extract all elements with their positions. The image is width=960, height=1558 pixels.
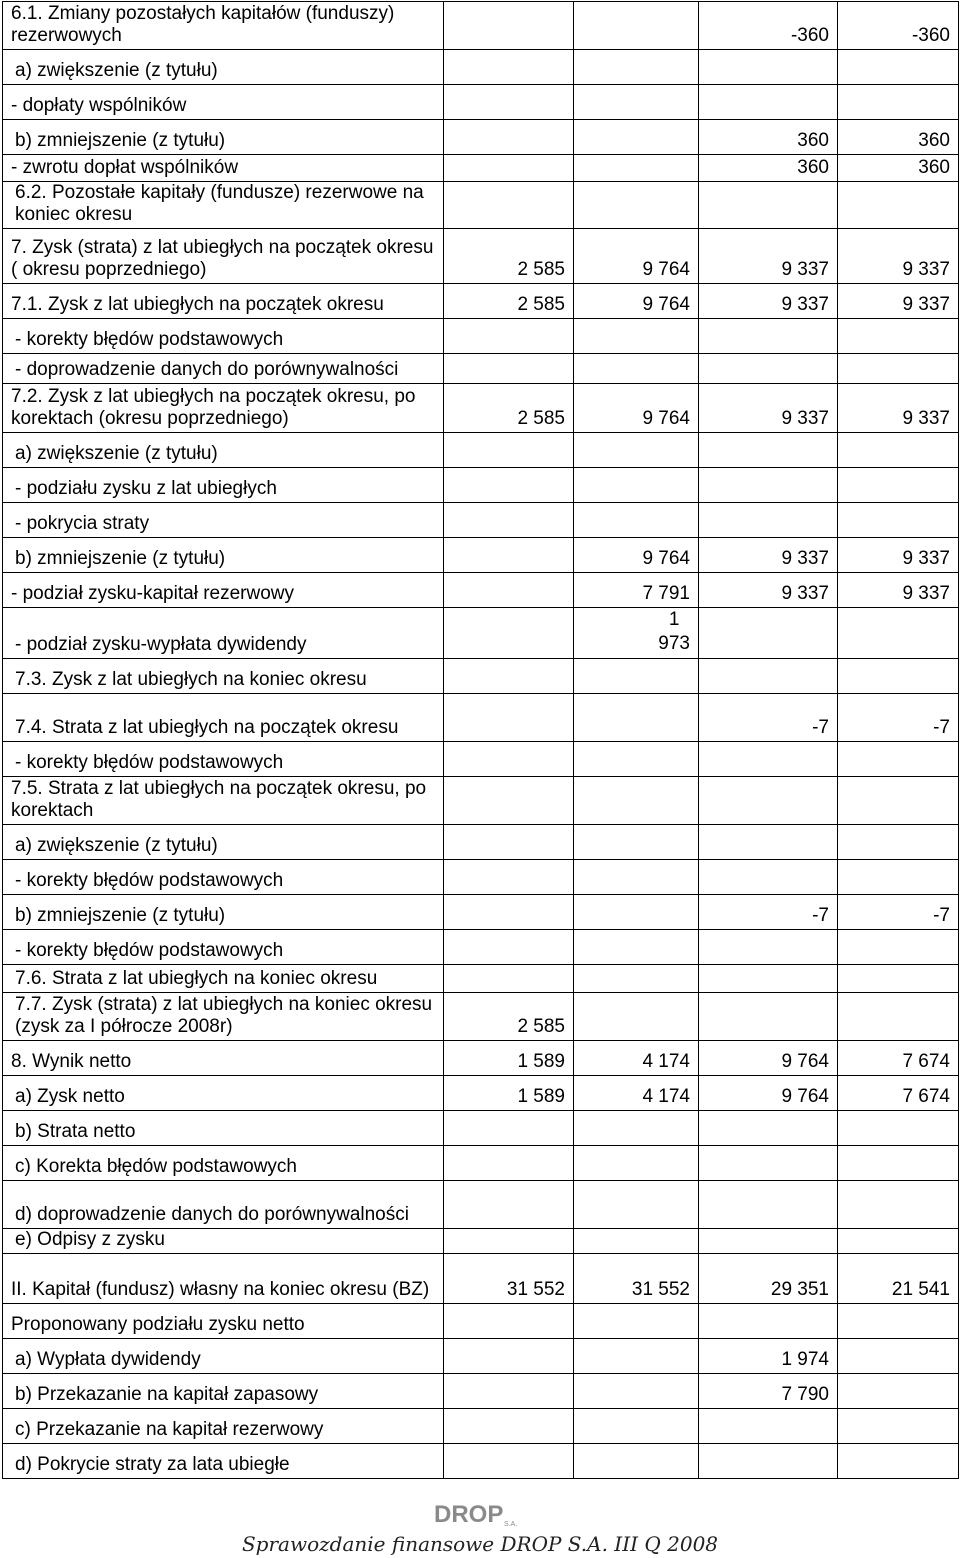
value-cell-col2 xyxy=(574,930,699,965)
drop-logo-icon xyxy=(432,1500,528,1528)
row-label: - podział zysku-kapitał rezerwowy xyxy=(3,573,444,608)
table-row xyxy=(3,1374,959,1409)
value-cell-col4: 7 674 xyxy=(838,1076,959,1111)
value-cell-col1 xyxy=(444,860,574,895)
table-row xyxy=(3,155,959,182)
value-cell-col2 xyxy=(574,120,699,155)
table-row xyxy=(3,1146,959,1181)
value-cell-col1 xyxy=(444,319,574,354)
row-label: a) zwiększenie (z tytułu) xyxy=(3,825,444,860)
value-cell-col4 xyxy=(838,1146,959,1181)
row-label: - korekty błędów podstawowych xyxy=(3,742,444,777)
table-row xyxy=(3,384,959,433)
value-cell-col2 xyxy=(574,965,699,993)
value-cell-col2 xyxy=(574,85,699,120)
value-cell-col2 xyxy=(574,777,699,825)
value-cell-col3: 9 337 xyxy=(699,229,838,284)
value-cell-col2 xyxy=(574,1339,699,1374)
value-cell-col3 xyxy=(699,1444,838,1479)
value-cell-col1 xyxy=(444,659,574,694)
value-cell-col4 xyxy=(838,742,959,777)
value-cell-col1 xyxy=(444,1409,574,1444)
value-cell-col3 xyxy=(699,965,838,993)
value-cell-col1: 1 589 xyxy=(444,1076,574,1111)
value-cell-col1 xyxy=(444,120,574,155)
value-cell-col4: 9 337 xyxy=(838,573,959,608)
value-cell-col3 xyxy=(699,659,838,694)
table-row xyxy=(3,354,959,384)
value-cell-col3 xyxy=(699,319,838,354)
value-cell-col1 xyxy=(444,503,574,538)
value-cell-col1 xyxy=(444,742,574,777)
value-cell-col4: 9 337 xyxy=(838,538,959,573)
table-row xyxy=(3,825,959,860)
row-label: b) zmniejszenie (z tytułu) xyxy=(3,895,444,930)
row-label: 6.1. Zmiany pozostałych kapitałów (funduszy) rezerwowych xyxy=(3,2,444,50)
row-label: c) Przekazanie na kapitał rezerwowy xyxy=(3,1409,444,1444)
row-label: a) zwiększenie (z tytułu) xyxy=(3,433,444,468)
table-row xyxy=(3,1444,959,1479)
value-cell-col2 xyxy=(574,1374,699,1409)
value-cell-col1: 2 585 xyxy=(444,384,574,433)
table-row xyxy=(3,573,959,608)
value-cell-col4 xyxy=(838,85,959,120)
row-label: - doprowadzenie danych do porównywalności xyxy=(3,354,444,384)
row-label: - dopłaty wspólników xyxy=(3,85,444,120)
logo-suffix: S.A. xyxy=(504,1521,518,1528)
value-cell-col1 xyxy=(444,182,574,229)
value-cell-col4 xyxy=(838,608,959,659)
value-cell-col3 xyxy=(699,433,838,468)
row-label: a) Wypłata dywidendy xyxy=(3,1339,444,1374)
value-cell-col4 xyxy=(838,50,959,85)
row-label: - korekty błędów podstawowych xyxy=(3,319,444,354)
value-cell-col4 xyxy=(838,825,959,860)
value-cell-col4 xyxy=(838,1111,959,1146)
value-cell-col2 xyxy=(574,50,699,85)
value-cell-col3 xyxy=(699,1409,838,1444)
value-cell-col3: 360 xyxy=(699,120,838,155)
value-cell-col4 xyxy=(838,1444,959,1479)
value-cell-col4: 360 xyxy=(838,155,959,182)
value-cell-col3 xyxy=(699,50,838,85)
value-cell-col1 xyxy=(444,608,574,659)
value-cell-col2 xyxy=(574,659,699,694)
value-cell-col1 xyxy=(444,573,574,608)
row-label: a) zwiększenie (z tytułu) xyxy=(3,50,444,85)
table-row xyxy=(3,1229,959,1254)
value-cell-col2 xyxy=(574,608,699,659)
row-label: - pokrycia straty xyxy=(3,503,444,538)
row-label: 7.1. Zysk z lat ubiegłych na początek okresu xyxy=(3,284,444,319)
value-cell-col3: 1 974 xyxy=(699,1339,838,1374)
value-cell-col1 xyxy=(444,354,574,384)
value-cell-col2: 7 791 xyxy=(574,573,699,608)
value-cell-col2 xyxy=(574,182,699,229)
value-cell-col3 xyxy=(699,85,838,120)
equity-changes-table xyxy=(2,1,959,1479)
value-cell-col4: 9 337 xyxy=(838,284,959,319)
value-cell-col3 xyxy=(699,182,838,229)
value-cell-col1 xyxy=(444,825,574,860)
value-cell-col3 xyxy=(699,860,838,895)
value-cell-col2 xyxy=(574,2,699,50)
row-label: - korekty błędów podstawowych xyxy=(3,930,444,965)
row-label: 7.7. Zysk (strata) z lat ubiegłych na koniec okresu (zysk za I półrocze 2008r) xyxy=(3,993,444,1041)
table-row xyxy=(3,1409,959,1444)
value-cell-col2: 4 174 xyxy=(574,1041,699,1076)
table-row xyxy=(3,742,959,777)
value-cell-col4 xyxy=(838,182,959,229)
row-label: d) Pokrycie straty za lata ubiegłe xyxy=(3,1444,444,1479)
value-cell-col3: 9 764 xyxy=(699,1041,838,1076)
row-label: II. Kapitał (fundusz) własny na koniec okresu (BZ) xyxy=(3,1254,444,1304)
value-cell-col4 xyxy=(838,1181,959,1229)
value-cell-col2 xyxy=(574,1304,699,1339)
value-cell-col3 xyxy=(699,930,838,965)
value-cell-col1 xyxy=(444,1146,574,1181)
value-cell-col3 xyxy=(699,825,838,860)
footer-caption: Sprawozdanie finansowe DROP S.A. III Q 2008 xyxy=(241,1532,719,1556)
value-cell-col3: 9 337 xyxy=(699,384,838,433)
logo-wordmark: DROP xyxy=(434,1501,504,1528)
value-cell-col1 xyxy=(444,155,574,182)
row-label: c) Korekta błędów podstawowych xyxy=(3,1146,444,1181)
value-cell-col4 xyxy=(838,860,959,895)
value-cell-col4 xyxy=(838,319,959,354)
row-label: 7.2. Zysk z lat ubiegłych na początek okresu, po korektach (okresu poprzedniego) xyxy=(3,384,444,433)
value-cell-col1 xyxy=(444,895,574,930)
table-row xyxy=(3,895,959,930)
value-cell-col2 xyxy=(574,895,699,930)
value-cell-col2 xyxy=(574,742,699,777)
value-cell-col2 xyxy=(574,354,699,384)
value-cell-col1 xyxy=(444,1304,574,1339)
value-cell-col1 xyxy=(444,1181,574,1229)
row-label: d) doprowadzenie danych do porównywalności xyxy=(3,1181,444,1229)
value-cell-col1 xyxy=(444,538,574,573)
value-cell-col2 xyxy=(574,1229,699,1254)
value-cell-col2 xyxy=(574,860,699,895)
table-row xyxy=(3,1339,959,1374)
page-footer xyxy=(0,1498,960,1558)
value-cell-col1 xyxy=(444,50,574,85)
value-cell-col1: 31 552 xyxy=(444,1254,574,1304)
value-cell-col2 xyxy=(574,1181,699,1229)
table-row xyxy=(3,1304,959,1339)
table-row xyxy=(3,433,959,468)
value-cell-col1 xyxy=(444,1229,574,1254)
table-row xyxy=(3,930,959,965)
value-cell-col1 xyxy=(444,1444,574,1479)
value-cell-col2 xyxy=(574,1111,699,1146)
value-cell-col3 xyxy=(699,503,838,538)
table-row xyxy=(3,777,959,825)
value-cell-col3 xyxy=(699,1146,838,1181)
row-label: 8. Wynik netto xyxy=(3,1041,444,1076)
table-row xyxy=(3,468,959,503)
row-label: b) Przekazanie na kapitał zapasowy xyxy=(3,1374,444,1409)
value-cell-col2 xyxy=(574,433,699,468)
table-row xyxy=(3,503,959,538)
value-cell-col1: 2 585 xyxy=(444,993,574,1041)
table-row xyxy=(3,1041,959,1076)
value-cell-col3 xyxy=(699,608,838,659)
value-cell-col3: 9 337 xyxy=(699,284,838,319)
table-row xyxy=(3,965,959,993)
value-cell-col4: -7 xyxy=(838,895,959,930)
value-cell-col4: 7 674 xyxy=(838,1041,959,1076)
value-cell-col4: 9 337 xyxy=(838,384,959,433)
value-cell-col4: 21 541 xyxy=(838,1254,959,1304)
value-cell-col2 xyxy=(574,993,699,1041)
value-cell-col2: 9 764 xyxy=(574,229,699,284)
table-row xyxy=(3,284,959,319)
table-row xyxy=(3,182,959,229)
value-cell-col1: 1 589 xyxy=(444,1041,574,1076)
value-cell-col1 xyxy=(444,1339,574,1374)
table-row xyxy=(3,1111,959,1146)
table-body xyxy=(3,2,959,1479)
table-row xyxy=(3,2,959,50)
value-cell-col3: -7 xyxy=(699,694,838,742)
value-cell-col2 xyxy=(574,155,699,182)
value-cell-col3: -7 xyxy=(699,895,838,930)
value-cell-col4 xyxy=(838,1409,959,1444)
value-cell-col4: 360 xyxy=(838,120,959,155)
value-cell-col3 xyxy=(699,1111,838,1146)
value-cell-col1 xyxy=(444,468,574,503)
value-cell-col4 xyxy=(838,1339,959,1374)
value-cell-col3: 9 337 xyxy=(699,573,838,608)
value-cell-col2 xyxy=(574,825,699,860)
value-cell-col1 xyxy=(444,694,574,742)
value-cell-col3: 29 351 xyxy=(699,1254,838,1304)
value-cell-col2 xyxy=(574,1409,699,1444)
value-cell-col3 xyxy=(699,354,838,384)
value-cell-col2: 9 764 xyxy=(574,284,699,319)
row-label: 7.4. Strata z lat ubiegłych na początek okresu xyxy=(3,694,444,742)
table-row xyxy=(3,608,959,659)
table-row xyxy=(3,319,959,354)
row-label: - korekty błędów podstawowych xyxy=(3,860,444,895)
row-label: e) Odpisy z zysku xyxy=(3,1229,444,1254)
row-label: b) zmniejszenie (z tytułu) xyxy=(3,120,444,155)
table-row xyxy=(3,694,959,742)
value-cell-col1 xyxy=(444,777,574,825)
table-row xyxy=(3,1076,959,1111)
value-cell-col4: -7 xyxy=(838,694,959,742)
table-row xyxy=(3,538,959,573)
value-cell-col1 xyxy=(444,1374,574,1409)
row-label: - podział zysku-wypłata dywidendy xyxy=(3,608,444,659)
table-row xyxy=(3,229,959,284)
value-cell-col4 xyxy=(838,659,959,694)
value-cell-col3 xyxy=(699,1304,838,1339)
value-cell-col2 xyxy=(574,319,699,354)
value-cell-col3 xyxy=(699,1229,838,1254)
row-label: - podziału zysku z lat ubiegłych xyxy=(3,468,444,503)
row-label: 7.6. Strata z lat ubiegłych na koniec okresu xyxy=(3,965,444,993)
table-row xyxy=(3,993,959,1041)
value-cell-col4 xyxy=(838,1229,959,1254)
value-cell-col3 xyxy=(699,468,838,503)
value-cell-col3: 360 xyxy=(699,155,838,182)
row-label: 7.5. Strata z lat ubiegłych na początek okresu, po korektach xyxy=(3,777,444,825)
value-cell-col2 xyxy=(574,1146,699,1181)
row-label: 6.2. Pozostałe kapitały (fundusze) rezerwowe na koniec okresu xyxy=(3,182,444,229)
value-cell-col4 xyxy=(838,965,959,993)
value-cell-col3 xyxy=(699,993,838,1041)
value-cell-col3 xyxy=(699,1181,838,1229)
value-cell-col2: 4 174 xyxy=(574,1076,699,1111)
value-cell-col1 xyxy=(444,1111,574,1146)
value-cell-col1: 2 585 xyxy=(444,284,574,319)
value-cell-col2: 9 764 xyxy=(574,538,699,573)
value-cell-col2 xyxy=(574,694,699,742)
value-cell-col4: -360 xyxy=(838,2,959,50)
row-label: Proponowany podziału zysku netto xyxy=(3,1304,444,1339)
table-row xyxy=(3,1254,959,1304)
value-cell-col4: 9 337 xyxy=(838,229,959,284)
value-stacked: 1 973 xyxy=(658,609,690,654)
table-row xyxy=(3,860,959,895)
value-cell-col4 xyxy=(838,1304,959,1339)
row-label: 7. Zysk (strata) z lat ubiegłych na początek okresu ( okresu poprzedniego) xyxy=(3,229,444,284)
value-cell-col4 xyxy=(838,930,959,965)
value-cell-col1 xyxy=(444,930,574,965)
table-row xyxy=(3,120,959,155)
value-cell-col1 xyxy=(444,85,574,120)
value-cell-col2 xyxy=(574,468,699,503)
table-row xyxy=(3,85,959,120)
value-cell-col3 xyxy=(699,777,838,825)
value-cell-col4 xyxy=(838,503,959,538)
value-cell-col2: 31 552 xyxy=(574,1254,699,1304)
value-cell-col1: 2 585 xyxy=(444,229,574,284)
row-label: b) zmniejszenie (z tytułu) xyxy=(3,538,444,573)
table-row xyxy=(3,659,959,694)
table-row xyxy=(3,50,959,85)
value-cell-col4 xyxy=(838,433,959,468)
value-cell-col2 xyxy=(574,1444,699,1479)
value-cell-col4 xyxy=(838,777,959,825)
value-cell-col4 xyxy=(838,1374,959,1409)
table-row xyxy=(3,1181,959,1229)
value-cell-col3: 9 337 xyxy=(699,538,838,573)
row-label: a) Zysk netto xyxy=(3,1076,444,1111)
value-cell-col1 xyxy=(444,433,574,468)
value-cell-col3: 9 764 xyxy=(699,1076,838,1111)
value-cell-col3: 7 790 xyxy=(699,1374,838,1409)
value-cell-col4 xyxy=(838,993,959,1041)
value-cell-col4 xyxy=(838,468,959,503)
row-label: 7.3. Zysk z lat ubiegłych na koniec okresu xyxy=(3,659,444,694)
value-cell-col2 xyxy=(574,503,699,538)
value-cell-col2: 9 764 xyxy=(574,384,699,433)
row-label: - zwrotu dopłat wspólników xyxy=(3,155,444,182)
value-cell-col3: -360 xyxy=(699,2,838,50)
value-cell-col1 xyxy=(444,965,574,993)
value-cell-col1 xyxy=(444,2,574,50)
value-cell-col4 xyxy=(838,354,959,384)
row-label: b) Strata netto xyxy=(3,1111,444,1146)
value-cell-col3 xyxy=(699,742,838,777)
